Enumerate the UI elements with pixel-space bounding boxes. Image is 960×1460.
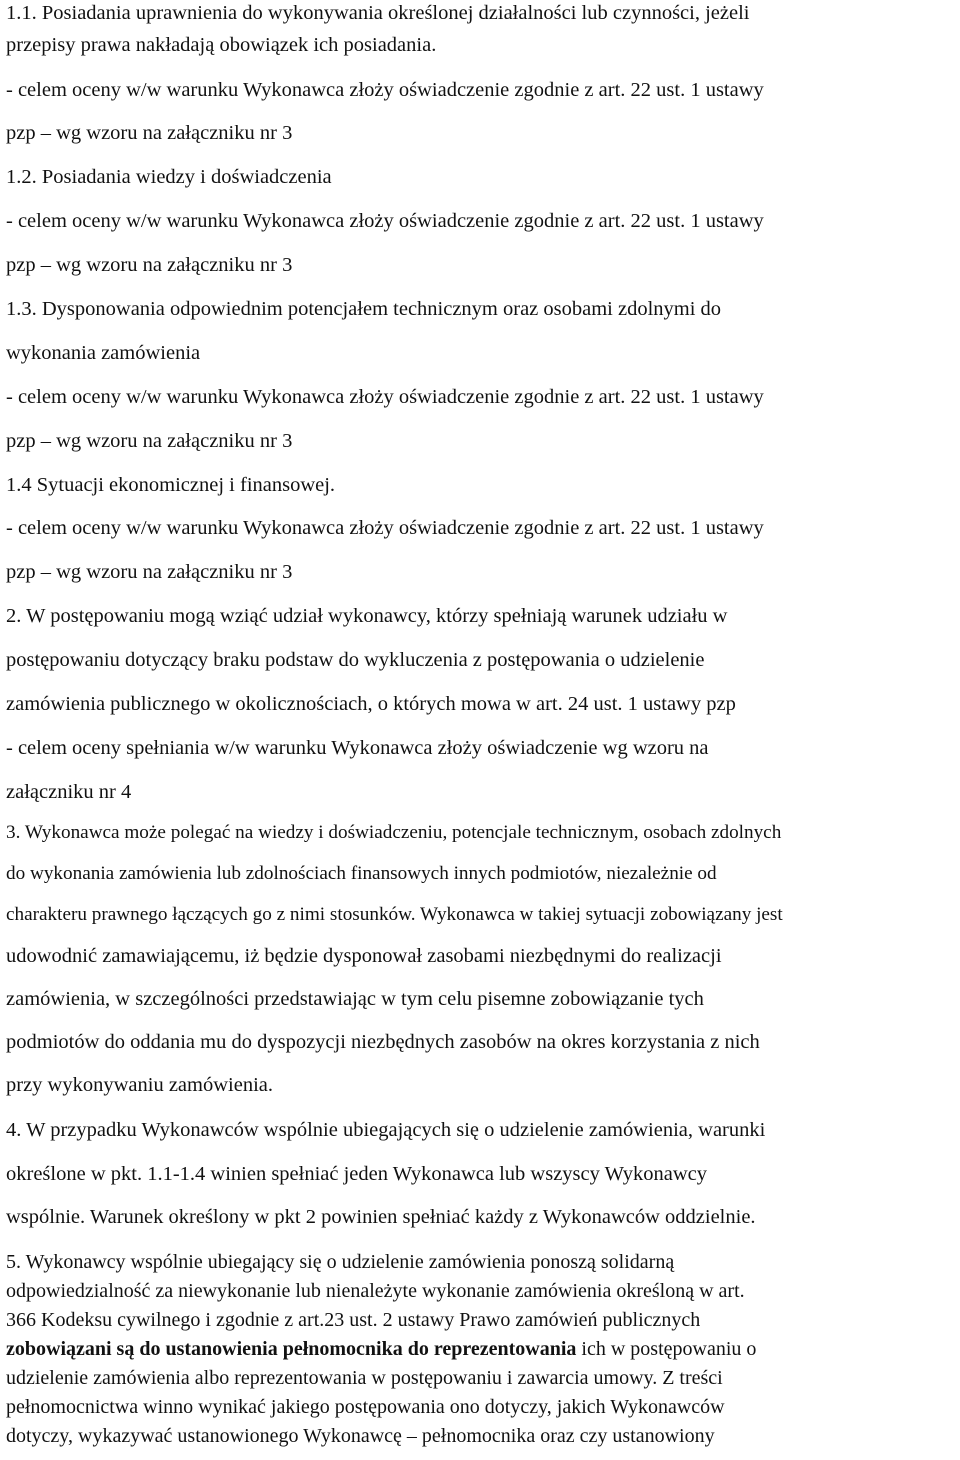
text-line-29: wspólnie. Warunek określony w pkt 2 powinien spełniać każdy z Wykonawców oddzielnie.	[6, 1206, 756, 1228]
text-line-16: postępowaniu dotyczący braku podstaw do wykluczenia z postępowania o udzielenie	[6, 649, 705, 671]
text-line-28: określone w pkt. 1.1-1.4 winien spełniać jeden Wykonawca lub wszyscy Wykonawcy	[6, 1163, 708, 1185]
text-line-31: odpowiedzialność za niewykonanie lub nienależyte wykonanie zamówienia określoną w art.	[6, 1280, 745, 1302]
text-line-9: wykonania zamówienia	[6, 342, 201, 364]
text-line-26: przy wykonywaniu zamówienia.	[6, 1074, 273, 1096]
text-line-33-rest: ich w postępowaniu o	[576, 1338, 757, 1360]
text-line-21: do wykonania zamówienia lub zdolnościach finansowych innych podmiotów, niezależnie od	[6, 863, 717, 884]
text-line-12: 1.4 Sytuacji ekonomicznej i finansowej.	[6, 474, 336, 496]
text-line-19: załączniku nr 4	[6, 781, 132, 803]
text-line-3: - celem oceny w/w warunku Wykonawca złoży oświadczenie zgodnie z art. 22 ust. 1 ustawy	[6, 79, 764, 101]
text-line-17: zamówienia publicznego w okolicznościach, o których mowa w art. 24 ust. 1 ustawy pzp	[6, 693, 736, 715]
text-line-36: dotyczy, wykazywać ustanowionego Wykonawcę – pełnomocnika oraz czy ustanowiony	[6, 1425, 715, 1447]
bold-emphasis: zobowiązani są do ustanowienia pełnomocnika do reprezentowania	[6, 1338, 577, 1360]
text-line-18: - celem oceny spełniania w/w warunku Wykonawca złoży oświadczenie wg wzoru na	[6, 737, 709, 759]
text-line-33	[6, 1336, 756, 1362]
text-line-5: 1.2. Posiadania wiedzy i doświadczenia	[6, 166, 332, 188]
text-line-8: 1.3. Dysponowania odpowiednim potencjałem technicznym oraz osobami zdolnymi do	[6, 298, 722, 320]
text-line-6: - celem oceny w/w warunku Wykonawca złoży oświadczenie zgodnie z art. 22 ust. 1 ustawy	[6, 210, 764, 232]
text-line-10: - celem oceny w/w warunku Wykonawca złoży oświadczenie zgodnie z art. 22 ust. 1 ustawy	[6, 386, 764, 408]
text-line-22: charakteru prawnego łączących go z nimi stosunków. Wykonawca w takiej sytuacji zobowiązany jest	[6, 904, 783, 925]
text-line-1: 1.1. Posiadania uprawnienia do wykonywania określonej działalności lub czynności, jeżeli	[6, 2, 750, 24]
text-line-24: zamówienia, w szczególności przedstawiając w tym celu pisemne zobowiązanie tych	[6, 988, 704, 1010]
text-line-32: 366 Kodeksu cywilnego i zgodnie z art.23 ust. 2 ustawy Prawo zamówień publicznych	[6, 1309, 701, 1331]
text-line-34: udzielenie zamówienia albo reprezentowania w postępowaniu i zawarcia umowy. Z treści	[6, 1367, 723, 1389]
text-line-15: 2. W postępowaniu mogą wziąć udział wykonawcy, którzy spełniają warunek udziału w	[6, 605, 728, 627]
text-line-23: udowodnić zamawiającemu, iż będzie dysponował zasobami niezbędnymi do realizacji	[6, 945, 722, 967]
text-line-35: pełnomocnictwa winno wynikać jakiego postępowania ono dotyczy, jakich Wykonawców	[6, 1396, 725, 1418]
text-line-27: 4. W przypadku Wykonawców wspólnie ubiegających się o udzielenie zamówienia, warunki	[6, 1119, 766, 1141]
text-line-20: 3. Wykonawca może polegać na wiedzy i doświadczeniu, potencjale technicznym, osobach zdolnych	[6, 822, 782, 843]
text-line-30: 5. Wykonawcy wspólnie ubiegający się o udzielenie zamówienia ponoszą solidarną	[6, 1251, 675, 1273]
text-line-25: podmiotów do oddania mu do dyspozycji niezbędnych zasobów na okres korzystania z nich	[6, 1031, 760, 1053]
text-line-14: pzp – wg wzoru na załączniku nr 3	[6, 561, 293, 583]
text-line-7: pzp – wg wzoru na załączniku nr 3	[6, 254, 293, 276]
text-line-2: przepisy prawa nakładają obowiązek ich posiadania.	[6, 34, 437, 56]
text-line-11: pzp – wg wzoru na załączniku nr 3	[6, 430, 293, 452]
text-line-13: - celem oceny w/w warunku Wykonawca złoży oświadczenie zgodnie z art. 22 ust. 1 ustawy	[6, 517, 764, 539]
text-line-4: pzp – wg wzoru na załączniku nr 3	[6, 122, 293, 144]
